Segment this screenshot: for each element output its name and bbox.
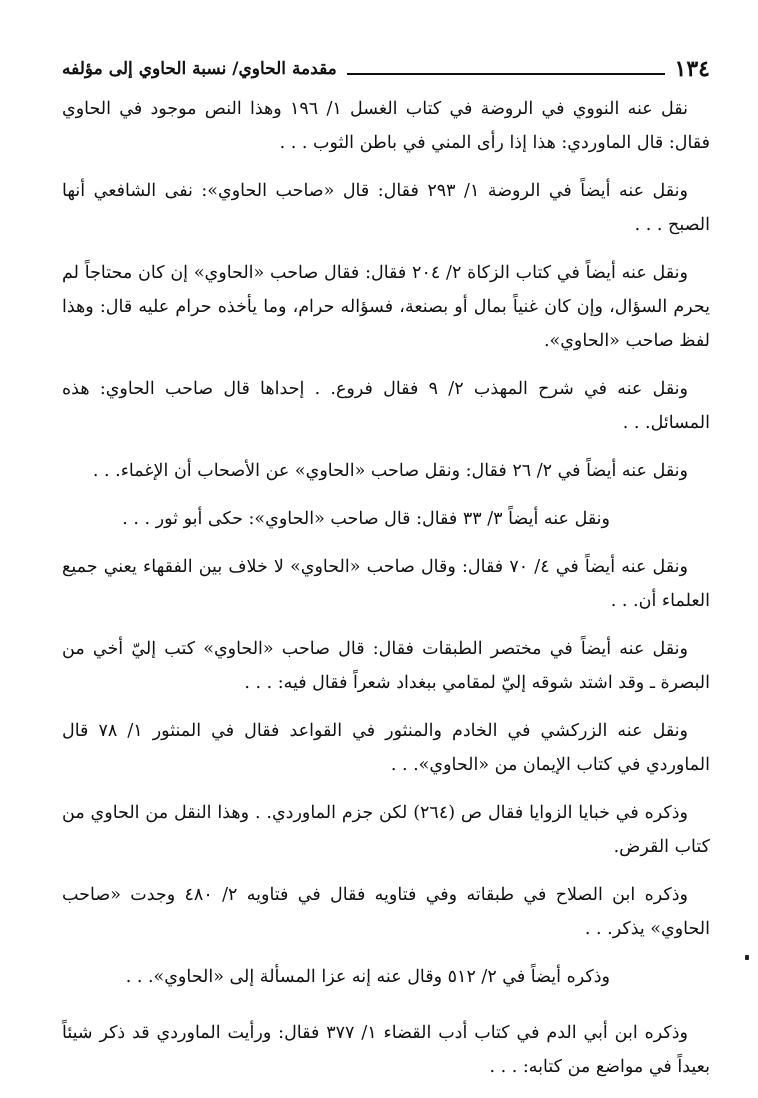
- paragraph-2: ونقل عنه أيضاً في الروضة ١/ ٢٩٣ فقال: قال «صاحب الحاوي»: نفى الشافعي أنها الصبح . . .: [62, 181, 710, 235]
- paragraph-9: ونقل عنه الزركشي في الخادم والمنثور في القواعد فقال في المنثور ١/ ٧٨ قال الماوردي في كتاب الإيمان من «الحاوي». . .: [62, 721, 710, 775]
- paragraph-1: نقل عنه النووي في الروضة في كتاب الغسل ١/ ١٩٦ وهذا النص موجود في الحاوي فقال: قال الماوردي: هذا إذا رأى المني في باطن الثوب . . .: [62, 99, 710, 153]
- paragraph-6: ونقل عنه أيضاً ٣/ ٣٣ فقال: قال صاحب «الحاوي»: حكى أبو ثور . . .: [122, 509, 610, 529]
- paragraph-10: وذكره في خبايا الزوايا فقال ص (٢٦٤) لكن جزم الماوردي. . وهذا النقل من الحاوي من كتاب القرض.: [62, 803, 710, 857]
- page-number: ١٣٤: [674, 56, 710, 82]
- page-header: [62, 52, 710, 82]
- header-rule: [347, 73, 665, 75]
- paragraph-4: ونقل عنه في شرح المهذب ٢/ ٩ فقال فروع. . إحداها قال صاحب الحاوي: هذه المسائل. . .: [62, 379, 710, 433]
- margin-mark: [745, 955, 749, 960]
- paragraph-3: ونقل عنه أيضاً في كتاب الزكاة ٢/ ٢٠٤ فقال: فقال صاحب «الحاوي» إن كان محتاجاً لم يحرم السؤال، وإن كان غنياً بمال أو بصنعة، فسؤاله حرام، وما يأخذه حرام عليه قال: وهذا لفظ صاحب «الحاوي».: [62, 263, 710, 351]
- paragraph-5: ونقل عنه أيضاً في ٢/ ٢٦ فقال: ونقل صاحب «الحاوي» عن الأصحاب أن الإغماء. . .: [92, 461, 688, 481]
- paragraph-13: وذكره ابن أبي الدم في كتاب أدب القضاء ١/ ٣٧٧ فقال: ورأيت الماوردي قد ذكر شيئاً بعيداً في مواضع من كتابه: . . .: [62, 1023, 710, 1077]
- paragraph-11: وذكره ابن الصلاح في طبقاته وفي فتاويه فقال في فتاويه ٢/ ٤٨٠ وجدت «صاحب الحاوي» يذكر. . .: [62, 885, 710, 939]
- body-text: [62, 92, 710, 1098]
- paragraph-7: ونقل عنه أيضاً في ٤/ ٧٠ فقال: وقال صاحب «الحاوي» لا خلاف بين الفقهاء يعني جميع العلماء أن. . .: [62, 557, 710, 611]
- running-title: مقدمة الحاوي/ نسبة الحاوي إلى مؤلفه: [62, 59, 337, 79]
- paragraph-8: ونقل عنه أيضاً في مختصر الطبقات فقال: قال صاحب «الحاوي» كتب إليّ أخي من البصرة ـ وقد اشتد شوقه إليّ لمقامي ببغداد شعراً فقال فيه: . . .: [62, 639, 710, 693]
- paragraph-12: وذكره أيضاً في ٢/ ٥١٢ وقال عنه إنه عزا المسألة إلى «الحاوي». . .: [125, 967, 610, 987]
